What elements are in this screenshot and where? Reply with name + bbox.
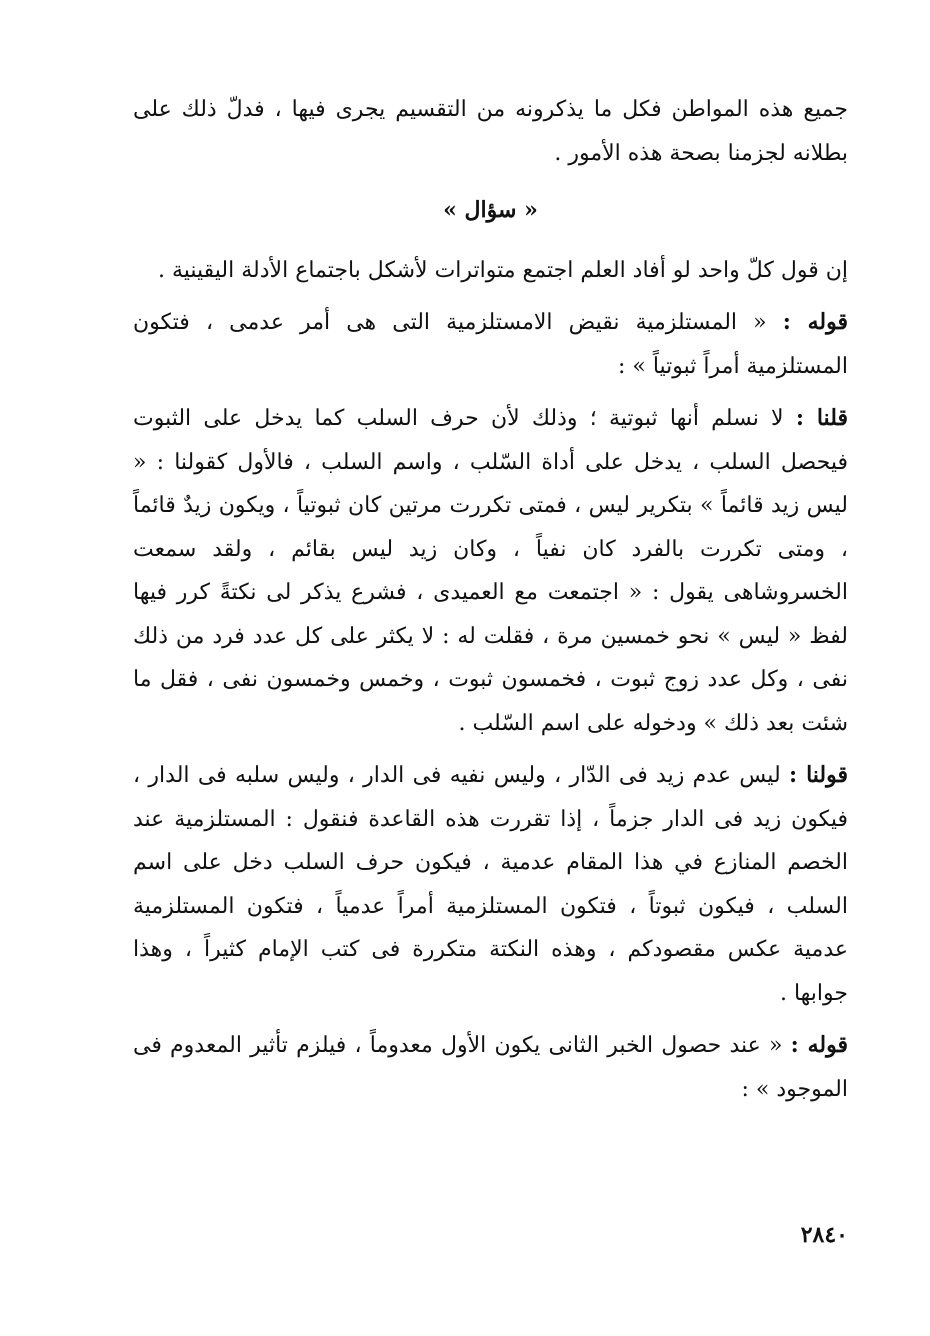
paragraph-4: [133, 397, 848, 745]
paragraph-2: إن قول كلّ واحد لو أفاد العلم اجتمع متواترات لأشكل باجتماع الأدلة اليقينية .: [157, 257, 848, 283]
paragraph-1: جميع هذه المواطن فكل ما يذكرونه من التقسيم يجرى فيها ، فدلّ ذلك على بطلانه لجزمنا بصحة هذه الأمور .: [133, 97, 848, 166]
paragraph-6-text: « عند حصول الخبر الثانى يكون الأول معدوماً ، فيلزم تأثير المعدوم فى الموجود » :: [133, 1033, 848, 1102]
paragraph-3-lead: قوله :: [782, 309, 848, 335]
section-heading: « سؤال »: [443, 197, 538, 223]
paragraph-4-text: لا نسلم أنها ثبوتية ؛ وذلك لأن حرف السلب كما يدخل على الثبوت فيحصل السلب ، يدخل على أداة السّلب ، واسم السلب ، فالأول كقولنا : « ليس زيد قائماً » بتكرير ليس ، فمتى تكررت مرتين كان ثبوتياً ، ويكون زيدٌ قائماً ، ومتى تكررت بالفرد كان نفياً ، وكان زيد ليس بقائم ، ولقد سمعت الخسروشاهى يقول : « اجتمعت مع العميدى ، فشرع يذكر لى نكتةً كرر فيها لفظ « ليس » نحو خمسين مرة ، فقلت له : لا يكثر على كل عدد فرد من ذلك نفى ، وكل عدد زوج ثبوت ، فخمسون ثبوت ، وخمس وخمسون نفى ، فقل ما شئت بعد ذلك » ودخوله على اسم السّلب .: [133, 406, 848, 736]
page-body: [133, 88, 848, 1120]
paragraph-3-text: « المستلزمية نقيض الامستلزمية التى هى أمر عدمى ، فتكون المستلزمية أمراً ثبوتياً » :: [133, 310, 848, 379]
paragraph-6: [133, 1024, 848, 1111]
paragraph-4-lead: قلنا :: [795, 405, 848, 431]
paragraph-5: [133, 754, 848, 1015]
paragraph-5-lead: قولنا :: [788, 762, 848, 788]
paragraph-6-lead: قوله :: [790, 1032, 848, 1058]
page-number: ٢٨٤٠: [800, 1222, 848, 1248]
paragraph-3: [133, 301, 848, 388]
paragraph-5-text: ليس عدم زيد فى الدّار ، وليس نفيه فى الدار ، وليس سلبه فى الدار ، فيكون زيد فى الدار جزماً ، إذا تقررت هذه القاعدة فنقول : المستلزمية عند الخصم المنازع في هذا المقام عدمية ، فيكون حرف السلب دخل على اسم السلب ، فيكون ثبوتاً ، فتكون المستلزمية أمراً عدمياً ، فتكون المستلزمية عدمية عكس مقصودكم ، وهذه النكتة متكررة فى كتب الإمام كثيراً ، وهذا جوابها .: [133, 763, 848, 1006]
